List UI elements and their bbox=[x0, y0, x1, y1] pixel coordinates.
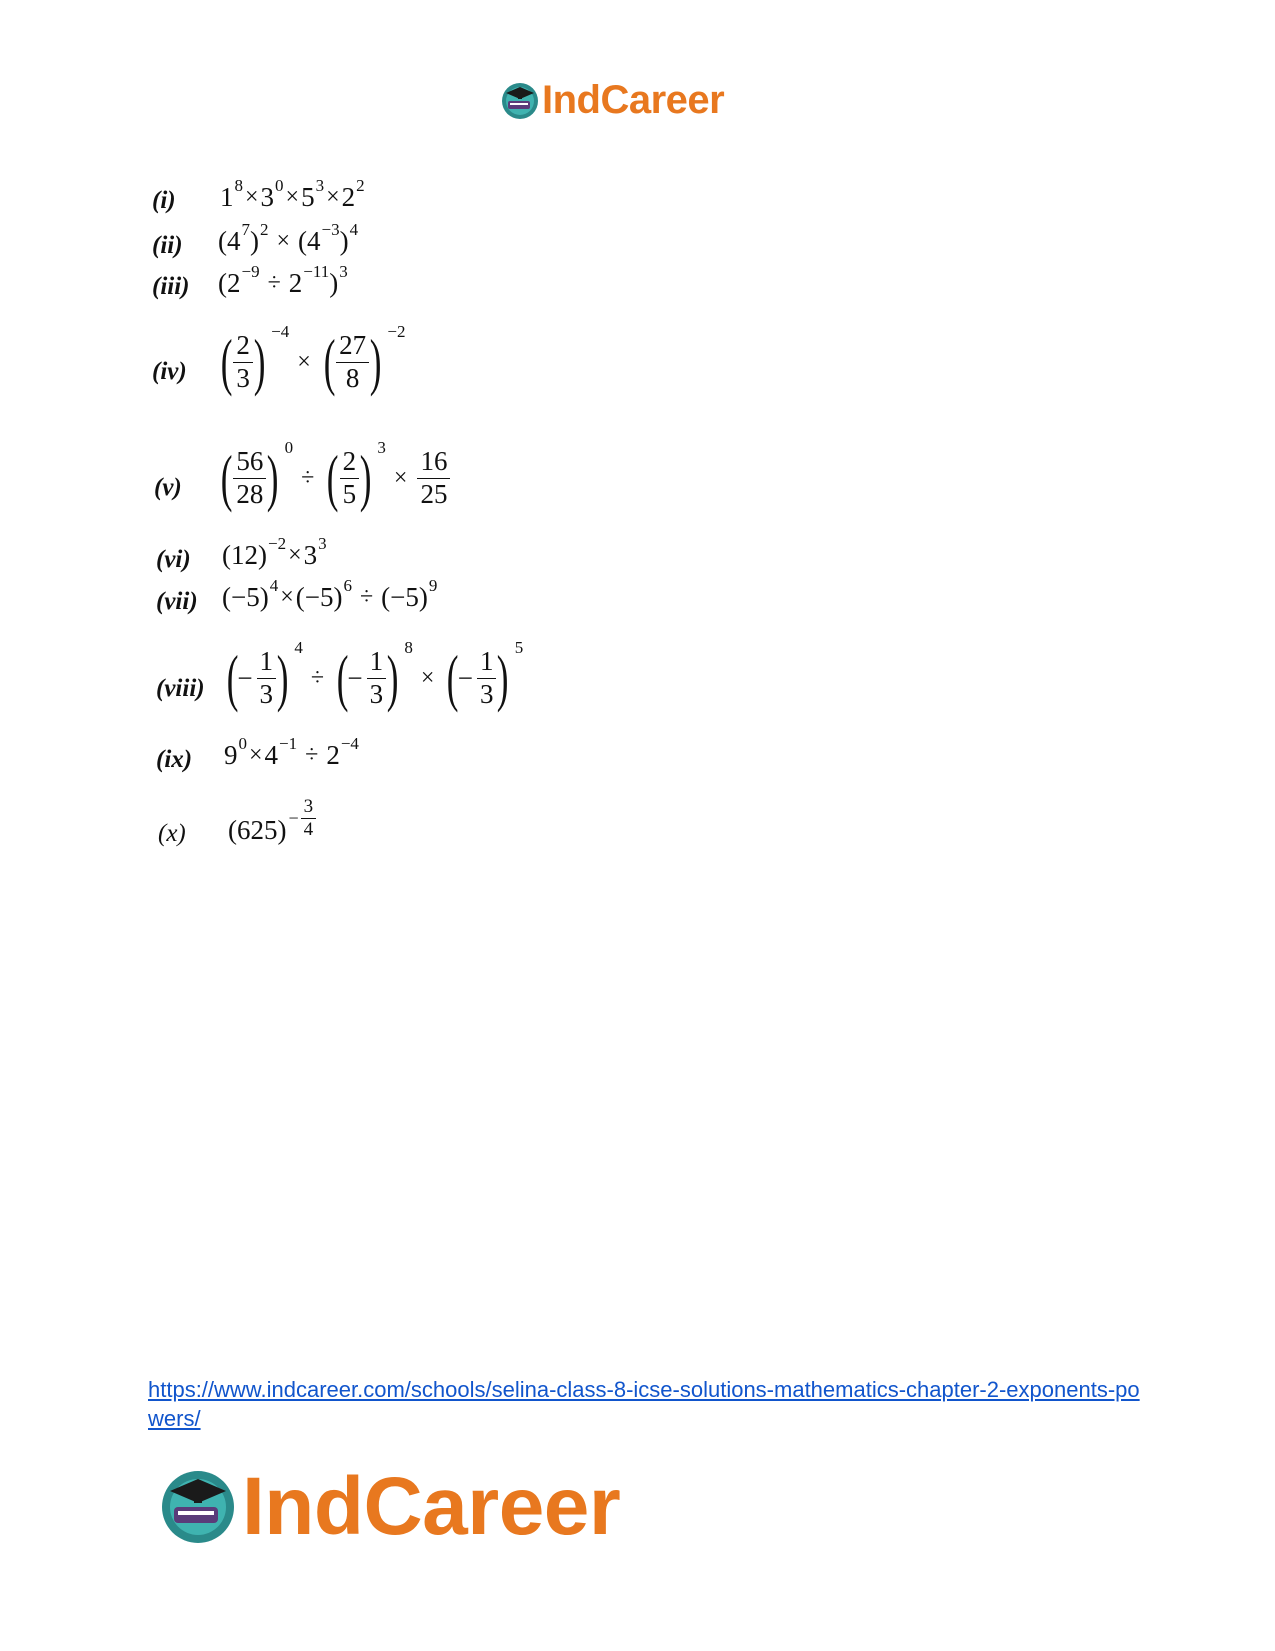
expression: ( − $\frac{1}{3}$ ) $^4$ ÷ ( − $\frac{1}{3}$ ) $^8$ × ( − $\frac{1}{3}$ ) $^5$ bbox=[226, 638, 524, 713]
expression: (2 $^{-9}$ ÷ 2 $^{-11}$ ) $^3$ bbox=[218, 261, 348, 298]
expression: (12) $^{-2}$ × 3 $^3$ bbox=[222, 533, 327, 570]
problem-label: (v) bbox=[154, 474, 182, 501]
source-link[interactable]: https://www.indcareer.com/schools/selina-class-8-icse-solutions-mathematics-chapter-2-exponents-powers/ bbox=[148, 1377, 1140, 1431]
expression: 9 $^0$ × 4 $^{-1}$ ÷ 2 $^{-4}$ bbox=[224, 733, 359, 770]
expression: (4 $^7$ ) $^2$ × (4 $^{-3}$ ) $^4$ bbox=[218, 219, 359, 256]
problem-label: (iv) bbox=[152, 358, 187, 385]
graduation-book-icon bbox=[158, 1467, 238, 1547]
expression: (−5) $^4$ × (−5) $^6$ ÷ (−5) $^9$ bbox=[222, 575, 438, 612]
expression: ( $\frac{56}{28}$ ) $^0$ ÷ ( $\frac{2}{5}$ ) $^3$ × $\frac{16}{25}$ bbox=[216, 446, 452, 510]
logo-text: IndCareer bbox=[242, 1461, 621, 1552]
expression: 1 $^8$ × 3 $^0$ × 5 $^3$ × 2 $^2$ bbox=[220, 175, 365, 212]
problem-label: (ix) bbox=[156, 746, 193, 773]
problem-label: (i) bbox=[152, 187, 176, 214]
problem-label: (iii) bbox=[152, 273, 190, 300]
problem-label: (ii) bbox=[152, 232, 183, 259]
expression: (625) − $\frac{3}{4}$ bbox=[228, 808, 318, 853]
problem-label: (vii) bbox=[156, 588, 198, 615]
problem-label: (x) bbox=[158, 820, 186, 847]
expression: ( $\frac{2}{3}$ ) $^{-4}$ × ( $\frac{27}{8}$ ) $^{-2}$ bbox=[220, 322, 406, 397]
logo-text: IndCareer bbox=[542, 78, 725, 122]
problem-label: (vi) bbox=[156, 546, 191, 573]
footer-logo bbox=[158, 1460, 620, 1554]
graduation-book-icon bbox=[500, 81, 540, 121]
header-logo bbox=[500, 78, 724, 123]
problem-label: (viii) bbox=[156, 675, 205, 702]
